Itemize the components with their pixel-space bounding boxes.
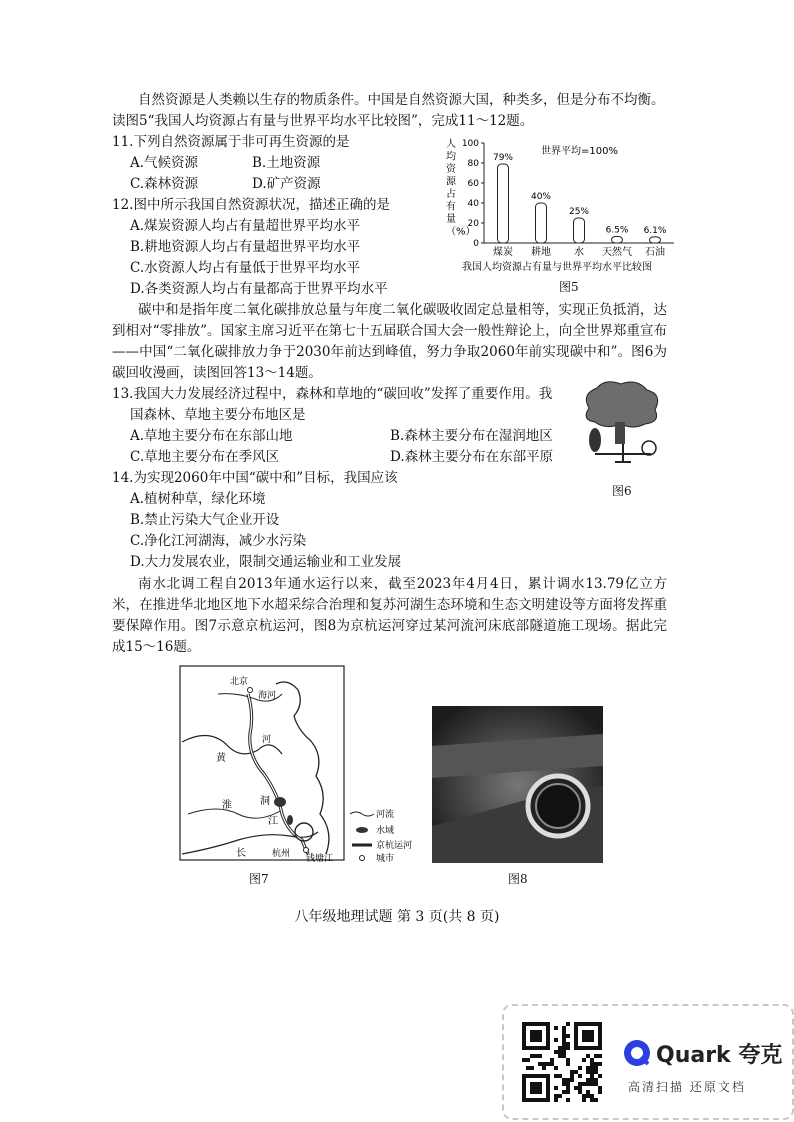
quark-watermark: [502, 1004, 794, 1120]
chart-category-label: 石油: [645, 247, 665, 258]
chart-category-label: 耕地: [531, 247, 551, 258]
quark-logo-icon: [622, 1038, 652, 1068]
figure-5-label: 图5: [559, 280, 579, 294]
chart-bar-1: [536, 203, 547, 243]
q14-option-b: B.禁止污染大气企业开设: [130, 512, 280, 528]
chart-bar-4: [650, 237, 661, 243]
hongze-lake: [274, 797, 286, 807]
chart-ylabel-char: 人: [446, 139, 456, 150]
gaoyou-lake: [287, 815, 293, 825]
chart-category-label: 水: [574, 247, 584, 258]
label-jiang: 江: [268, 816, 278, 827]
chart-data-label: 40%: [530, 192, 552, 202]
tunnel-opening: [536, 784, 580, 828]
chart-ytick-label: 80: [467, 159, 479, 169]
intro-line-2: 读图5“我国人均资源占有量与世界平均水平比较图”，完成11～12题。: [112, 113, 534, 129]
q13-option-b: B.森林主要分布在湿润地区: [390, 428, 553, 444]
chart-ylabel-char: 量: [446, 214, 456, 225]
legend-water: 水域: [376, 826, 395, 836]
chart-ytick-label: 0: [473, 239, 479, 249]
chart-data-label: 25%: [568, 207, 590, 217]
legend-river-icon: [350, 812, 374, 816]
intro-line-1: 自然资源是人类赖以生存的物质条件。中国是自然资源大国，种类多，但是分布不均衡。: [138, 92, 665, 108]
figure-6-label: 图6: [612, 484, 632, 498]
chart-ytick-label: 20: [467, 219, 479, 229]
hangzhou-city-marker: [304, 848, 309, 853]
chart-bar-3: [612, 237, 623, 244]
chart-ylabel-char: 均: [446, 151, 456, 163]
chart-data-label: 6.5%: [605, 225, 629, 236]
q11-option-d: D.矿产资源: [252, 176, 321, 192]
q11-option-c: C.森林资源: [130, 176, 199, 192]
south-north-paragraph: 南水北调工程自2013年通水运行以来，截至2023年4月4日，累计调水13.79亿立方米，在推进华北地区地下水超采综合治理和复苏河湖生态环境和生态文明建设等方面将发挥重要保障作用。图7示意京杭运河，图8为京杭运河穿过某河流河床底部隧道施工现场。据此完成15～16题。: [112, 576, 667, 655]
legend-water-icon: [356, 827, 368, 833]
chart-data-label: 6.1%: [643, 225, 667, 236]
chart-ylabel-char: 源: [446, 176, 456, 188]
q14-stem: 14.为实现2060年中国“碳中和”目标，我国应该: [112, 470, 398, 486]
chart-category-label: 煤炭: [493, 247, 513, 258]
chart-ylabel-char: 资: [446, 164, 456, 175]
chart-data-label: 79%: [492, 153, 514, 163]
chart-title: 我国人均资源占有量与世界平均水平比较图: [462, 262, 652, 273]
q13-option-a: A.草地主要分布在东部山地: [130, 428, 293, 444]
label-haihe: 海河: [258, 691, 277, 701]
resource-chart: [440, 135, 680, 295]
tunnel-photo-art: [432, 706, 603, 863]
q13-stem-line-1: 13.我国大力发展经济过程中，森林和草地的“碳回收”发挥了重要作用。我: [112, 386, 553, 402]
chart-category-label: 天然气: [602, 247, 632, 258]
quark-tagline: 高清扫描 还原文档: [628, 1080, 746, 1094]
q14-option-a: A.植树种草，绿化环境: [130, 491, 266, 507]
chart-bar-0: [498, 164, 509, 243]
q11-option-a: A.气候资源: [130, 155, 199, 171]
chart-ytick-label: 100: [461, 139, 479, 149]
q14-option-c: C.净化江河湖海，减少水污染: [130, 533, 307, 549]
tunnel-construction-photo: [432, 706, 603, 863]
legend-city-icon: [360, 856, 365, 861]
figure-7-label: 图7: [249, 872, 269, 886]
carbon-paragraph: 碳中和是指年度二氧化碳排放总量与年度二氧化碳吸收固定总量相等，实现正负抵消，达到相对“零排放”。国家主席习近平在第七十五届联合国大会一般性辩论上，向全世界郑重宣布——中国“二氧化碳排放力争于2030年前达到峰值，努力争取2060年前实现碳中和”。图6为碳回收漫画，读图回答13～14题。: [112, 302, 667, 381]
legend-river: 河流: [376, 810, 395, 820]
q12-option-d: D.各类资源人均占有量都高于世界平均水平: [130, 281, 388, 297]
beijing-city-marker: [248, 688, 253, 693]
legend-canal: 京杭运河: [376, 841, 413, 851]
q13-option-d: D.森林主要分布在东部平原: [390, 449, 554, 465]
label-qiantang: 钱塘江: [306, 854, 334, 862]
q11-stem: 11.下列自然资源属于非可再生资源的是: [112, 134, 350, 150]
q13-option-c: C.草地主要分布在季风区: [130, 449, 280, 465]
q12-option-a: A.煤炭资源人均占有量超世界平均水平: [130, 218, 361, 234]
carbon-recycle-cartoon: [575, 378, 671, 464]
legend-city: 城市: [376, 854, 395, 862]
q13-stem-line-2: 国森林、草地主要分布地区是: [130, 407, 306, 423]
label-chang: 长: [236, 848, 246, 859]
tree-trunk: [615, 422, 625, 444]
label-hangzhou: 杭州: [272, 849, 291, 859]
tree-canopy: [586, 382, 658, 427]
q11-option-b: B.土地资源: [252, 155, 321, 171]
grand-canal-map: [178, 664, 418, 862]
q12-option-c: C.水资源人均占有量低于世界平均水平: [130, 260, 361, 276]
chart-ytick-label: 60: [467, 179, 479, 189]
chart-ylabel-char: 占: [446, 189, 456, 200]
label-beijing: 北京: [230, 677, 249, 687]
chart-bar-2: [574, 218, 585, 243]
label-he: 河: [262, 735, 272, 745]
chart-annotation: 世界平均=100%: [541, 146, 618, 157]
page-footer: 八年级地理试题 第 3 页(共 8 页): [294, 909, 500, 925]
label-dong: 洞: [260, 796, 270, 807]
scale-pan: [642, 441, 656, 455]
chart-ylabel-char: （%）: [446, 226, 476, 238]
quark-brand: Quark 夸克: [656, 1043, 783, 1068]
q12-option-b: B.耕地资源人均占有量超世界平均水平: [130, 239, 361, 255]
label-huang: 黄: [216, 753, 226, 764]
chart-ylabel-char: 有: [446, 201, 456, 213]
qr-code-icon: [522, 1022, 602, 1102]
chart-ytick-label: 40: [467, 199, 479, 209]
q14-option-d: D.大力发展农业，限制交通运输业和工业发展: [130, 554, 402, 570]
q12-stem: 12.图中所示我国自然资源状况，描述正确的是: [112, 197, 390, 213]
figure-8-label: 图8: [508, 872, 528, 886]
factory-chimney: [589, 428, 601, 452]
label-huai: 淮: [222, 800, 232, 811]
